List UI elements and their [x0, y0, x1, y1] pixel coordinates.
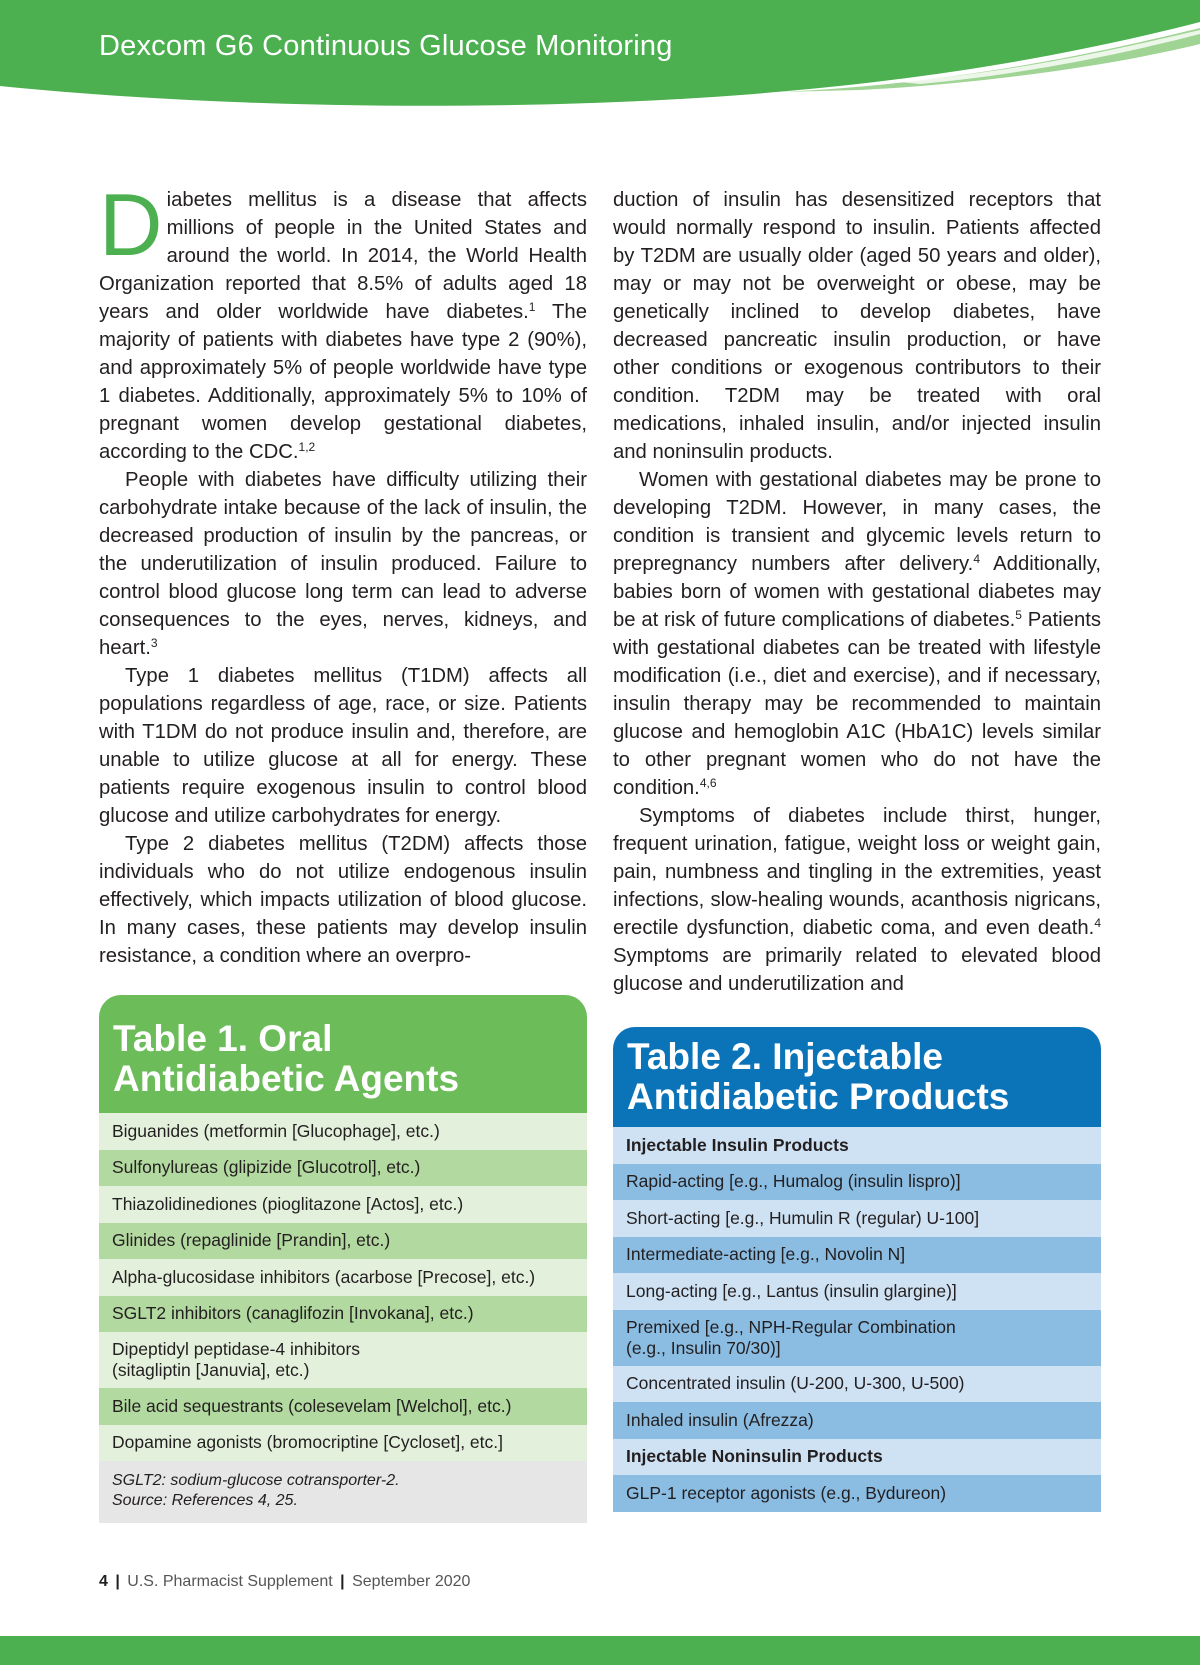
table-row: Biguanides (metformin [Glucophage], etc.)	[99, 1113, 587, 1150]
reference-superscript: 5	[1015, 608, 1022, 622]
table-row: Long-acting [e.g., Lantus (insulin glargine)]	[613, 1273, 1101, 1310]
reference-superscript: 4	[1094, 916, 1101, 930]
table-title: Table 1. Oral Antidiabetic Agents	[99, 995, 587, 1113]
article-column-left	[99, 175, 587, 970]
paragraph-intro: Diabetes mellitus is a disease that affects millions of people in the United States and around the world. In 2014, the World Health Organization reported that 8.5% of adults aged 18 years and older worldwide have diabetes.$^1$ The majority of patients with diabetes have type 2 (90%), and approximately 5% of people worldwide have type 1 diabetes. Additionally, approximately 5% to 10% of pregnant women develop gestational diabetes, according to the CDC.$^{1,2}$	[99, 175, 587, 463]
table-row: Thiazolidinediones (pioglitazone [Actos], etc.)	[99, 1186, 587, 1223]
paragraph: Type 1 diabetes mellitus (T1DM) affects all populations regardless of age, race, or size. Patients with T1DM do not produce insulin and, therefore, are unable to utilize glucose at all for energy. These patients require exogenous insulin to control blood glucose and utilize carbohydrates for energy.	[99, 665, 587, 827]
reference-superscript: 4	[973, 552, 980, 566]
reference-superscript: 1,2	[298, 440, 316, 454]
paragraph: Women with gestational diabetes may be prone to developing T2DM. However, in many cases, the condition is transient and glycemic levels return to prepregnancy numbers after delivery.$^4$ Additionally, babies born of women with gestational diabetes may be at risk of future complications of diabetes.$^5$ Patients with gestational diabetes can be treated with lifestyle modification (i.e., diet and exercise), and if necessary, insulin therapy may be recommended to maintain glucose and hemoglobin A1C (HbA1C) levels similar to other pregnant women who do not have the condition.$^{4,6}$	[613, 469, 1102, 799]
reference-superscript: 4,6	[699, 776, 717, 790]
table-row: GLP-1 receptor agonists (e.g., Bydureon)	[613, 1475, 1101, 1512]
table-row: Dipeptidyl peptidase-4 inhibitors (sitagliptin [Januvia], etc.)	[99, 1332, 587, 1388]
table-row: Glinides (repaglinide [Prandin], etc.)	[99, 1223, 587, 1260]
table-row: Short-acting [e.g., Humulin R (regular) U-100]	[613, 1200, 1101, 1237]
table-title: Table 2. Injectable Antidiabetic Products	[613, 1027, 1101, 1127]
article-column-right	[613, 186, 1101, 998]
paragraph: People with diabetes have difficulty utilizing their carbohydrate intake because of the lack of insulin, the decreased production of insulin by the pancreas, or the underutilization of insulin produced. Failure to control blood glucose long term can lead to adverse consequences to the eyes, nerves, kidneys, and heart.$^3$	[99, 469, 587, 659]
paragraph: duction of insulin has desensitized receptors that would normally respond to insulin. Patients affected by T2DM are usually older (aged 50 years and older), may or may not be overweight or obese, may be genetically inclined to develop diabetes, have decreased pancreatic insulin production, or have other conditions or exogenous contributors to their condition. T2DM may be treated with oral medications, inhaled insulin, and/or injected insulin and noninsulin products.	[613, 189, 1101, 463]
header-band	[0, 0, 1200, 110]
drop-cap: D	[99, 175, 163, 274]
table-section-header: Injectable Noninsulin Products	[613, 1439, 1101, 1476]
table-row: Concentrated insulin (U-200, U-300, U-500)	[613, 1366, 1101, 1403]
reference-superscript: 1	[528, 300, 536, 314]
running-head-title: Dexcom G6 Continuous Glucose Monitoring	[99, 30, 673, 62]
table-row: Intermediate-acting [e.g., Novolin N]	[613, 1237, 1101, 1274]
footer-separator: |	[115, 1573, 120, 1590]
table-row: Premixed [e.g., NPH-Regular Combination (e.g., Insulin 70/30)]	[613, 1310, 1101, 1366]
page-footer	[99, 1573, 470, 1591]
reference-superscript: 3	[150, 636, 158, 650]
paragraph: Type 2 diabetes mellitus (T2DM) affects those individuals who do not utilize endogenous insulin effectively, which impacts utilization of blood glucose. In many cases, these patients may develop insulin resistance, a condition where an overpro-	[99, 833, 587, 967]
publication-name: U.S. Pharmacist Supplement	[127, 1573, 333, 1590]
table-row: Dopamine agonists (bromocriptine [Cycloset], etc.]	[99, 1425, 587, 1462]
issue-date: September 2020	[352, 1573, 471, 1590]
paragraph: Symptoms of diabetes include thirst, hunger, frequent urination, fatigue, weight loss or weight gain, pain, numbness and tingling in the extremities, yeast infections, slow-healing wounds, acanthosis nigricans, erectile dysfunction, diabetic coma, and even death.$^4$ Symptoms are primarily related to elevated blood glucose and underutilization and	[613, 805, 1101, 995]
table-row: Sulfonylureas (glipizide [Glucotrol], etc.)	[99, 1150, 587, 1187]
table-footnote: SGLT2: sodium-glucose cotransporter-2. Source: References 4, 25.	[99, 1461, 587, 1523]
footer-separator: |	[340, 1573, 345, 1590]
table-section-header: Injectable Insulin Products	[613, 1127, 1101, 1164]
table-row: Inhaled insulin (Afrezza)	[613, 1402, 1101, 1439]
table-injectable-antidiabetic-products	[613, 1027, 1101, 1512]
table-row: SGLT2 inhibitors (canaglifozin [Invokana], etc.)	[99, 1296, 587, 1333]
table-row: Bile acid sequestrants (colesevelam [Welchol], etc.)	[99, 1388, 587, 1425]
table-oral-antidiabetic-agents	[99, 995, 587, 1523]
page-number: 4	[99, 1573, 108, 1590]
table-row: Alpha-glucosidase inhibitors (acarbose [Precose], etc.)	[99, 1259, 587, 1296]
footer-bar	[0, 1636, 1200, 1665]
table-row: Rapid-acting [e.g., Humalog (insulin lispro)]	[613, 1164, 1101, 1201]
